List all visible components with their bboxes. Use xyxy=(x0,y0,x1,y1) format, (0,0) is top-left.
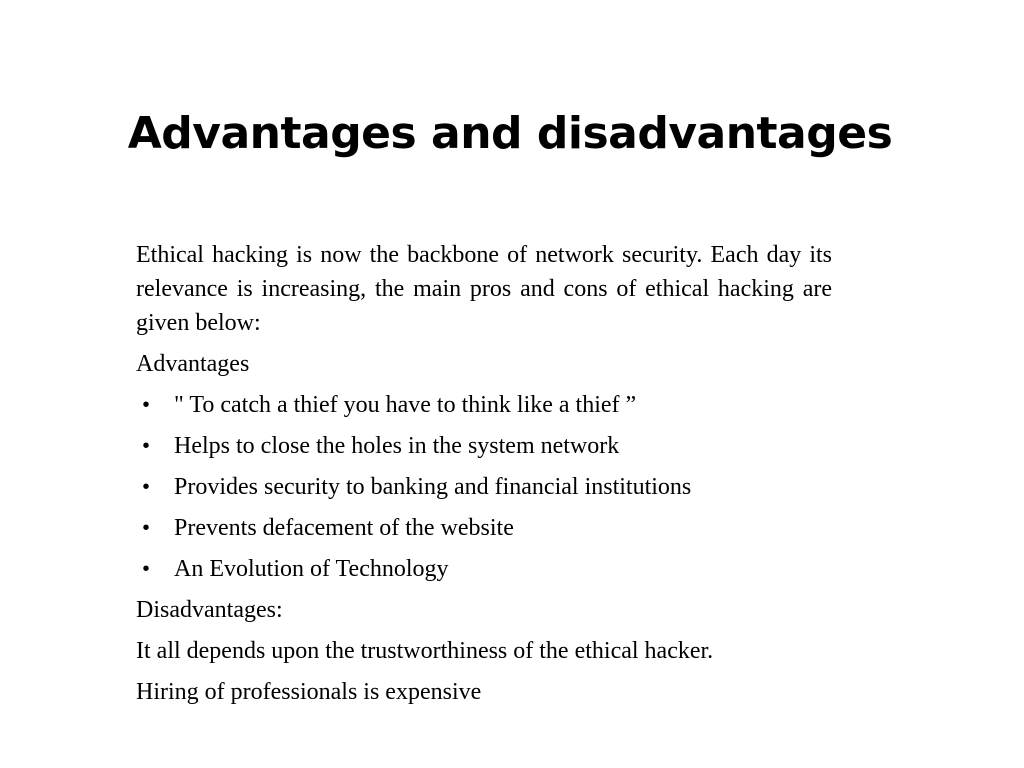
slide-body xyxy=(136,238,832,716)
bullet-icon: • xyxy=(142,476,150,498)
disadvantage-item: Hiring of professionals is expensive xyxy=(136,679,482,705)
disadvantage-item: It all depends upon the trustworthiness of the ethical hacker. xyxy=(136,638,714,664)
advantage-text: Prevents defacement of the website xyxy=(174,515,514,541)
advantage-item xyxy=(136,429,832,463)
advantage-item xyxy=(136,470,832,504)
advantage-text: Helps to close the holes in the system network xyxy=(174,433,620,459)
advantage-item xyxy=(136,552,832,586)
advantage-item xyxy=(136,511,832,545)
bullet-icon: • xyxy=(142,394,150,416)
disadvantages-heading: Disadvantages: xyxy=(136,597,283,623)
bullet-icon: • xyxy=(142,517,150,539)
advantages-heading: Advantages xyxy=(136,351,250,377)
advantages-list xyxy=(136,388,832,586)
advantage-text: Provides security to banking and financial institutions xyxy=(174,474,692,500)
slide-title: Advantages and disadvantages xyxy=(127,108,893,159)
advantage-item xyxy=(136,388,832,422)
bullet-icon: • xyxy=(142,435,150,457)
bullet-icon: • xyxy=(142,558,150,580)
advantage-text: An Evolution of Technology xyxy=(174,556,449,582)
advantage-text: " To catch a thief you have to think like a thief ” xyxy=(174,392,637,418)
intro-paragraph: Ethical hacking is now the backbone of network security. Each day its relevance is increasing, the main pros and cons of ethical hacking are given below: xyxy=(136,242,832,336)
